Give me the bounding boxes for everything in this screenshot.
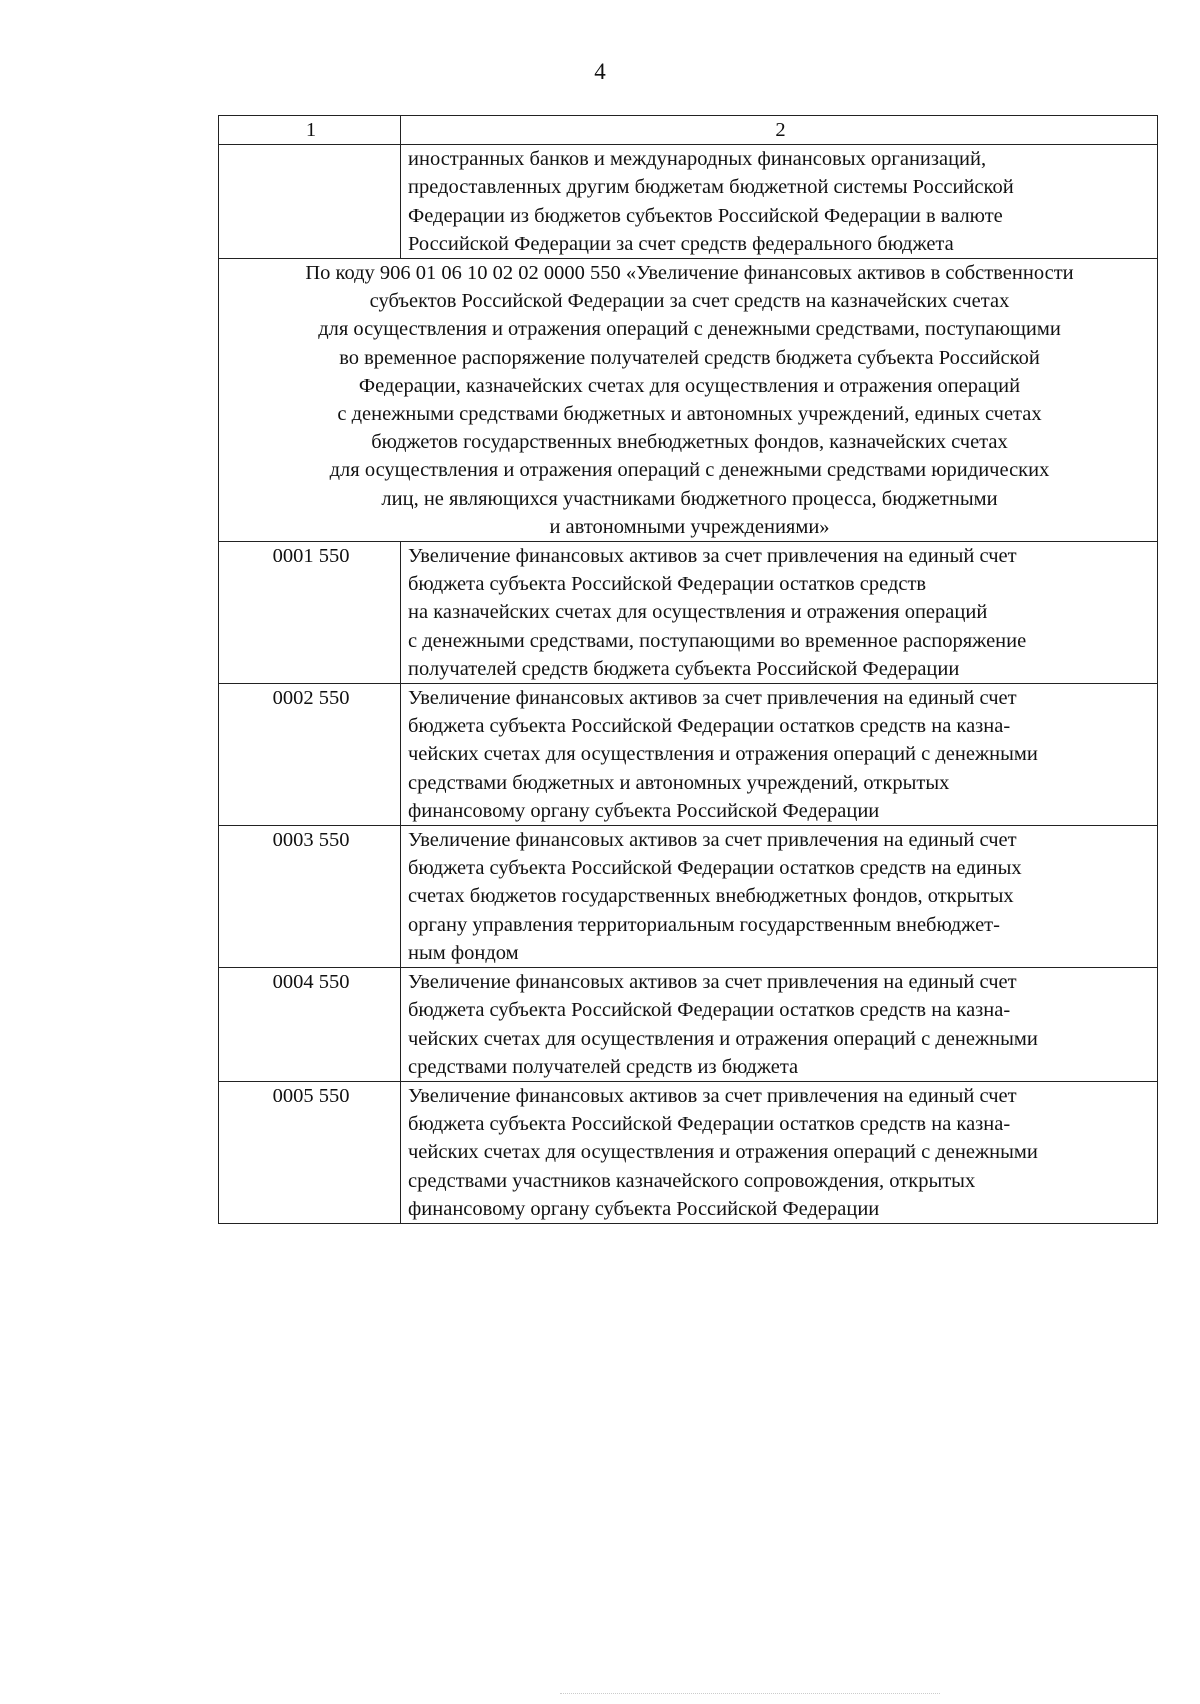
row-description (401, 968, 1158, 1082)
column-header-2: 2 (401, 116, 1158, 145)
section-heading-line: По коду 906 01 06 10 02 02 0000 550 «Увеличение финансовых активов в собственности (305, 262, 1074, 285)
section-heading-line: бюджетов государственных внебюджетных фондов, казначейских счетах (371, 431, 1008, 454)
description-line: органу управления территориальным государственным внебюджет- (408, 913, 1000, 936)
description-line: бюджета субъекта Российской Федерации остатков средств (408, 573, 927, 596)
description-line: чейских счетах для осуществления и отражения операций с денежными (408, 1141, 1038, 1164)
row-description (401, 826, 1158, 968)
description-line: Федерации из бюджетов субъектов Российской Федерации в валюте (408, 204, 1003, 227)
row-code (219, 145, 401, 259)
codes-table (218, 115, 1158, 1224)
description-line: Увеличение финансовых активов за счет привлечения на единый счет (408, 1084, 1017, 1107)
column-header-1: 1 (219, 116, 401, 145)
section-heading (219, 259, 1158, 542)
description-line: получателей средств бюджета субъекта Российской Федерации (408, 657, 960, 680)
description-line: предоставленных другим бюджетам бюджетной системы Российской (408, 176, 1014, 199)
description-line: средствами получателей средств из бюджета (408, 1055, 799, 1078)
row-description (401, 542, 1158, 684)
description-line: счетах бюджетов государственных внебюджетных фондов, открытых (408, 885, 1014, 908)
description-line: бюджета субъекта Российской Федерации остатков средств на казна- (408, 715, 1011, 738)
description-line: финансовому органу субъекта Российской Федерации (408, 1197, 880, 1220)
description-line: финансовому органу субъекта Российской Федерации (408, 799, 880, 822)
continuation-row (219, 145, 1158, 259)
row-code: 0001 550 (219, 542, 401, 684)
section-heading-line: субъектов Российской Федерации за счет средств на казначейских счетах (369, 290, 1010, 313)
description-line: Увеличение финансовых активов за счет привлечения на единый счет (408, 829, 1017, 852)
table-row (219, 1081, 1158, 1223)
row-code: 0004 550 (219, 968, 401, 1082)
table-row (219, 968, 1158, 1082)
description-line: бюджета субъекта Российской Федерации остатков средств на единых (408, 857, 1022, 880)
description-line: средствами бюджетных и автономных учреждений, открытых (408, 771, 950, 794)
description-line: чейских счетах для осуществления и отражения операций с денежными (408, 1027, 1038, 1050)
description-line: иностранных банков и международных финансовых организаций, (408, 148, 987, 171)
section-heading-line: для осуществления и отражения операций с денежными средствами, поступающими (318, 318, 1061, 341)
page-number: 4 (594, 59, 606, 84)
row-description (401, 145, 1158, 259)
row-code: 0005 550 (219, 1081, 401, 1223)
description-line: на казначейских счетах для осуществления и отражения операций (408, 601, 988, 624)
description-line: Увеличение финансовых активов за счет привлечения на единый счет (408, 971, 1017, 994)
row-code: 0002 550 (219, 684, 401, 826)
section-heading-line: для осуществления и отражения операций с денежными средствами юридических (329, 459, 1050, 482)
description-line: средствами участников казначейского сопровождения, открытых (408, 1169, 976, 1192)
section-heading-line: и автономными учреждениями» (549, 515, 830, 538)
description-line: бюджета субъекта Российской Федерации остатков средств на казна- (408, 999, 1011, 1022)
description-line: бюджета субъекта Российской Федерации остатков средств на казна- (408, 1113, 1011, 1136)
row-description (401, 684, 1158, 826)
row-code: 0003 550 (219, 826, 401, 968)
section-heading-row (219, 259, 1158, 542)
description-line: Российской Федерации за счет средств федерального бюджета (408, 232, 954, 255)
table-row (219, 826, 1158, 968)
section-heading-line: лиц, не являющихся участниками бюджетного процесса, бюджетными (381, 487, 998, 510)
description-line: чейских счетах для осуществления и отражения операций с денежными (408, 743, 1038, 766)
table-row (219, 542, 1158, 684)
table-header-row (219, 116, 1158, 145)
section-heading-line: Федерации, казначейских счетах для осуществления и отражения операций (358, 374, 1021, 397)
section-heading-line: с денежными средствами бюджетных и автономных учреждений, единых счетах (337, 403, 1042, 426)
description-line: с денежными средствами, поступающими во временное распоряжение (408, 629, 1027, 652)
scan-artifact-line (560, 1693, 940, 1696)
description-line: ным фондом (408, 941, 519, 964)
row-description (401, 1081, 1158, 1223)
description-line: Увеличение финансовых активов за счет привлечения на единый счет (408, 687, 1017, 710)
section-heading-line: во временное распоряжение получателей средств бюджета субъекта Российской (339, 346, 1040, 369)
description-line: Увеличение финансовых активов за счет привлечения на единый счет (408, 545, 1017, 568)
table-row (219, 684, 1158, 826)
